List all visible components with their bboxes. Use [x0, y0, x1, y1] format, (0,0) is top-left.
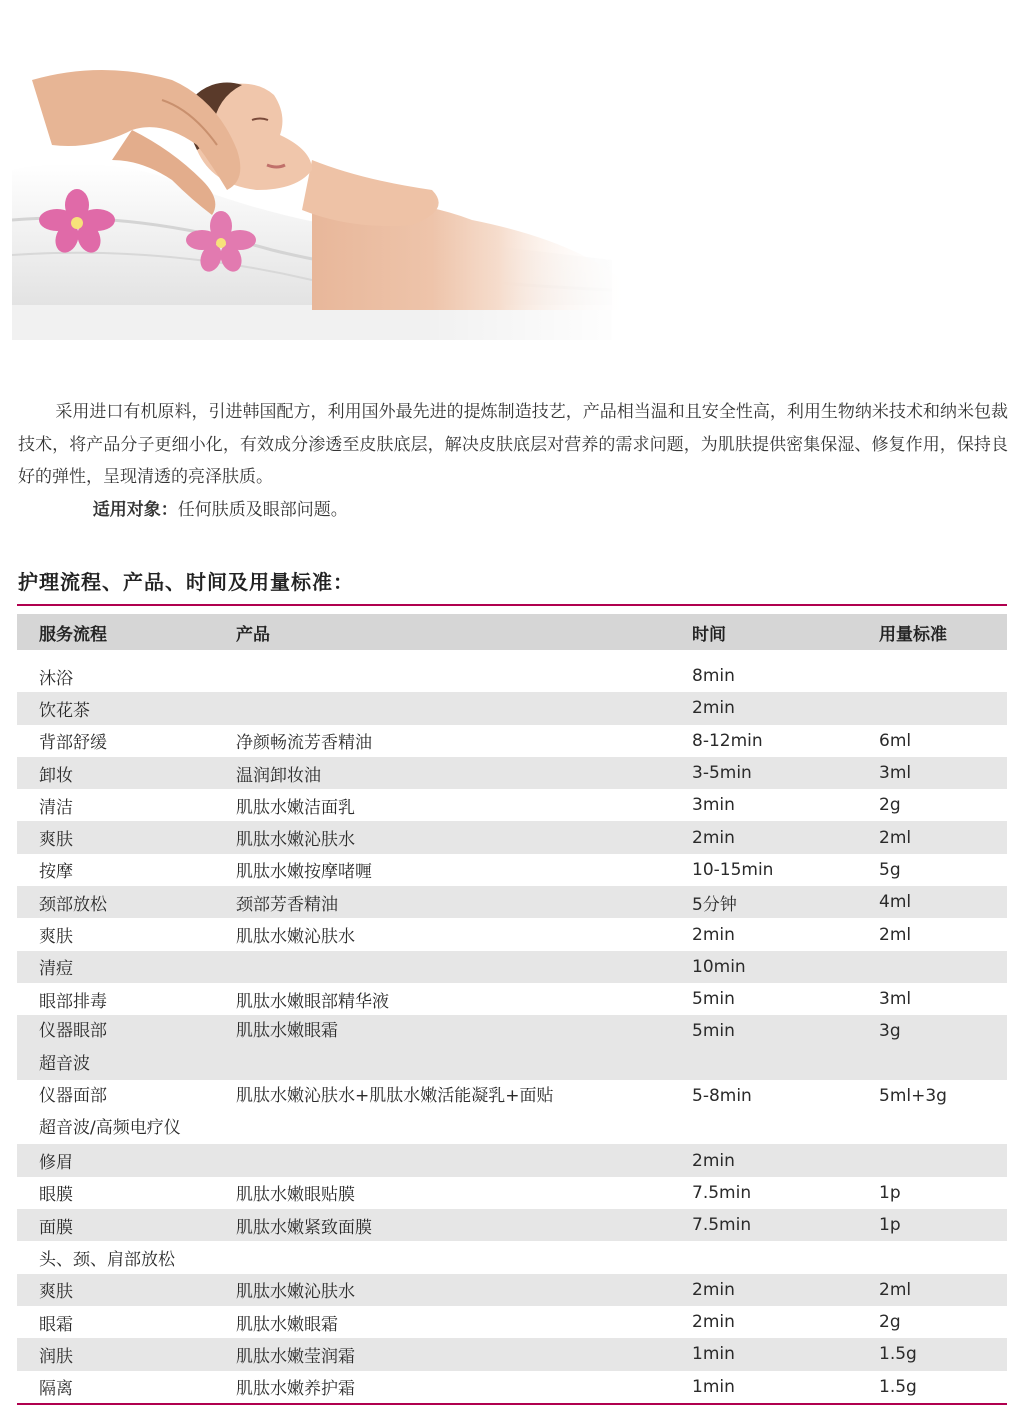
table-row: 修眉 2min [17, 1144, 1007, 1176]
header-time: 时间 [692, 624, 726, 645]
table-row: 眼膜 肌肽水嫩眼贴膜 7.5min 1p [39, 1182, 901, 1206]
table-row: 隔离 肌肽水嫩养护霜 1min 1.5g [39, 1376, 917, 1400]
table-bottom-rule [17, 1403, 1007, 1405]
table-row: 按摩 肌肽水嫩按摩啫喱 10-15min 5g [39, 859, 901, 883]
table-row: 卸妆 温润卸妆油 3-5min 3ml [17, 757, 1007, 789]
table-row: 眼部排毒 肌肽水嫩眼部精华液 5min 3ml [39, 989, 912, 1012]
header-step: 服务流程 [39, 624, 107, 645]
intro-paragraph: 采用进口有机原料，引进韩国配方，利用国外最先进的提炼制造技艺，产品相当温和且安全性高，利用生物纳米技术和纳米包裁技术，将产品分子更细小化，有效成分渗透至皮肤底层，解决皮肤底层对营养的需求问题，为肌肤提供密集保湿、修复作用，保持良好的弹性，呈现清透的亮泽肤质。 [18, 402, 1008, 487]
section-divider [17, 604, 1007, 606]
applies-value: 任何肤质及眼部问题。 [177, 499, 348, 520]
table-row: 背部舒缓 净颜畅流芳香精油 8-12min 6ml [39, 730, 912, 754]
table-row: 爽肤 肌肽水嫩沁肤水 2min 2ml [17, 821, 1007, 853]
header-amount: 用量标准 [879, 624, 947, 645]
table-row: 仪器面部 超音波/高频电疗仪 肌肽水嫩沁肤水+肌肽水嫩活能凝乳+面贴 5-8min 5ml+3g [39, 1085, 947, 1139]
table-header [17, 614, 1007, 650]
table-row: 爽肤 肌肽水嫩沁肤水 2min 2ml [17, 1274, 1007, 1306]
table-row: 清痘 10min [17, 951, 1007, 983]
header-product: 产品 [236, 624, 270, 645]
treatment-table [17, 614, 1007, 1403]
table-row: 眼霜 肌肽水嫩眼霜 2min 2g [39, 1312, 901, 1335]
applies-label: 适用对象： [92, 499, 178, 520]
hero-spa-image [12, 40, 632, 340]
table-row: 颈部放松 颈部芳香精油 5分钟 4ml [17, 886, 1007, 918]
table-row: 面膜 肌肽水嫩紧致面膜 7.5min 1p [17, 1209, 1007, 1241]
table-row: 爽肤 肌肽水嫩沁肤水 2min 2ml [39, 924, 912, 948]
table-row: 沐浴 8min [39, 666, 735, 689]
table-row: 头、颈、肩部放松 [39, 1249, 175, 1270]
table-row: 饮花茶 2min [17, 692, 1007, 724]
table-row: 润肤 肌肽水嫩莹润霜 1min 1.5g [17, 1338, 1007, 1370]
table-row: 仪器眼部 超音波 肌肽水嫩眼霜 5min 3g [17, 1015, 1007, 1080]
section-title: 护理流程、产品、时间及用量标准： [18, 570, 354, 594]
intro-block [18, 396, 1008, 526]
applies-line [18, 494, 1008, 527]
table-row: 清洁 肌肽水嫩洁面乳 3min 2g [39, 795, 901, 818]
